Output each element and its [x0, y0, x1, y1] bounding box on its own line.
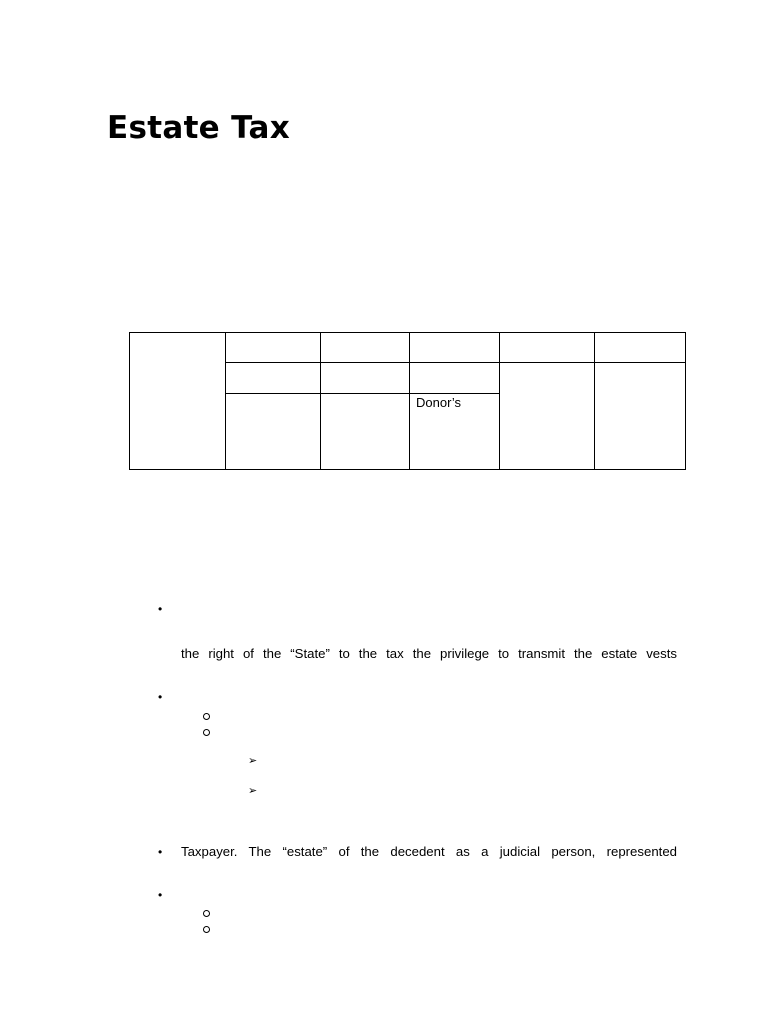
page-title: Estate Tax	[107, 110, 291, 146]
circle-bullet-icon	[203, 910, 210, 917]
table-cell	[410, 363, 500, 394]
table-cell	[595, 333, 686, 363]
table-row-header-cell	[130, 333, 226, 470]
table-cell	[410, 333, 500, 363]
circle-bullet-icon	[203, 926, 210, 933]
table-cell	[321, 394, 410, 470]
circle-bullet-icon	[203, 729, 210, 736]
table-cell	[595, 363, 686, 470]
tax-comparison-table	[129, 332, 686, 470]
table-cell	[226, 394, 321, 470]
body-text-taxpayer: Taxpayer. The “estate” of the decedent as a judicial person, represented	[181, 844, 677, 859]
donors-label: Donor’s	[416, 395, 462, 410]
circle-bullet-icon	[203, 713, 210, 720]
arrowhead-bullet-icon: ➢	[248, 754, 258, 767]
arrowhead-bullet-icon: ➢	[248, 784, 258, 797]
disc-bullet-icon: •	[158, 602, 163, 616]
table-cell-donors	[410, 394, 500, 470]
table-cell	[226, 363, 321, 394]
table-cell	[500, 333, 595, 363]
table-cell	[321, 363, 410, 394]
disc-bullet-icon: •	[158, 845, 163, 859]
table-cell	[500, 363, 595, 470]
table-cell	[321, 333, 410, 363]
body-text-state-right: the right of the “State” to the tax the privilege to transmit the estate vests	[181, 646, 677, 661]
table-cell	[226, 333, 321, 363]
disc-bullet-icon: •	[158, 690, 163, 704]
disc-bullet-icon: •	[158, 888, 163, 902]
